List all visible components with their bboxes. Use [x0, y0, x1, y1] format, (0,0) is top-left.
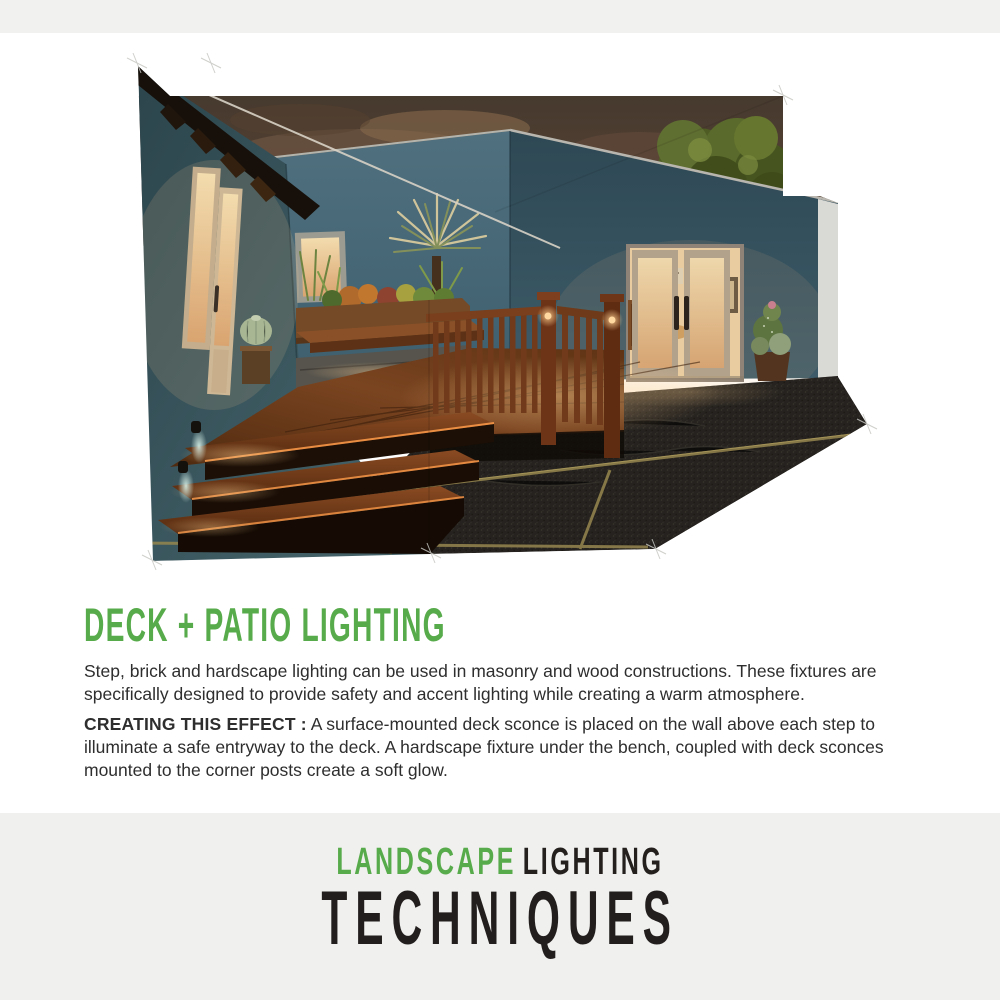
effect-label: CREATING THIS EFFECT : [84, 714, 307, 734]
footer [0, 813, 1000, 1000]
french-doors [626, 244, 744, 382]
deck-render-svg [125, 50, 880, 585]
effect-text: A surface-mounted deck sconce is placed on the wall above each step to illuminate a safe entryway to the deck. A hardscape fixture under the bench, coupled with deck sconces mounted to the corner posts create a soft glow. [84, 714, 884, 780]
brand-word-techniques: TECHNIQUES [321, 876, 679, 961]
brand-line-2 [0, 876, 1000, 961]
brand-word-lighting: LIGHTING [522, 841, 664, 883]
effect-paragraph [84, 713, 924, 782]
page-title-text: DECK + PATIO LIGHTING [84, 598, 446, 651]
page-title [84, 598, 687, 651]
deck-render-illustration [125, 50, 880, 585]
intro-paragraph: Step, brick and hardscape lighting can be used in masonry and wood constructions. These fixtures are specifically designed to provide safety and accent lighting while creating a warm atmosphere. [84, 661, 877, 704]
brand-word-landscape: LANDSCAPE [336, 841, 517, 883]
cactus-planter-left [240, 315, 272, 384]
top-band [0, 0, 1000, 33]
